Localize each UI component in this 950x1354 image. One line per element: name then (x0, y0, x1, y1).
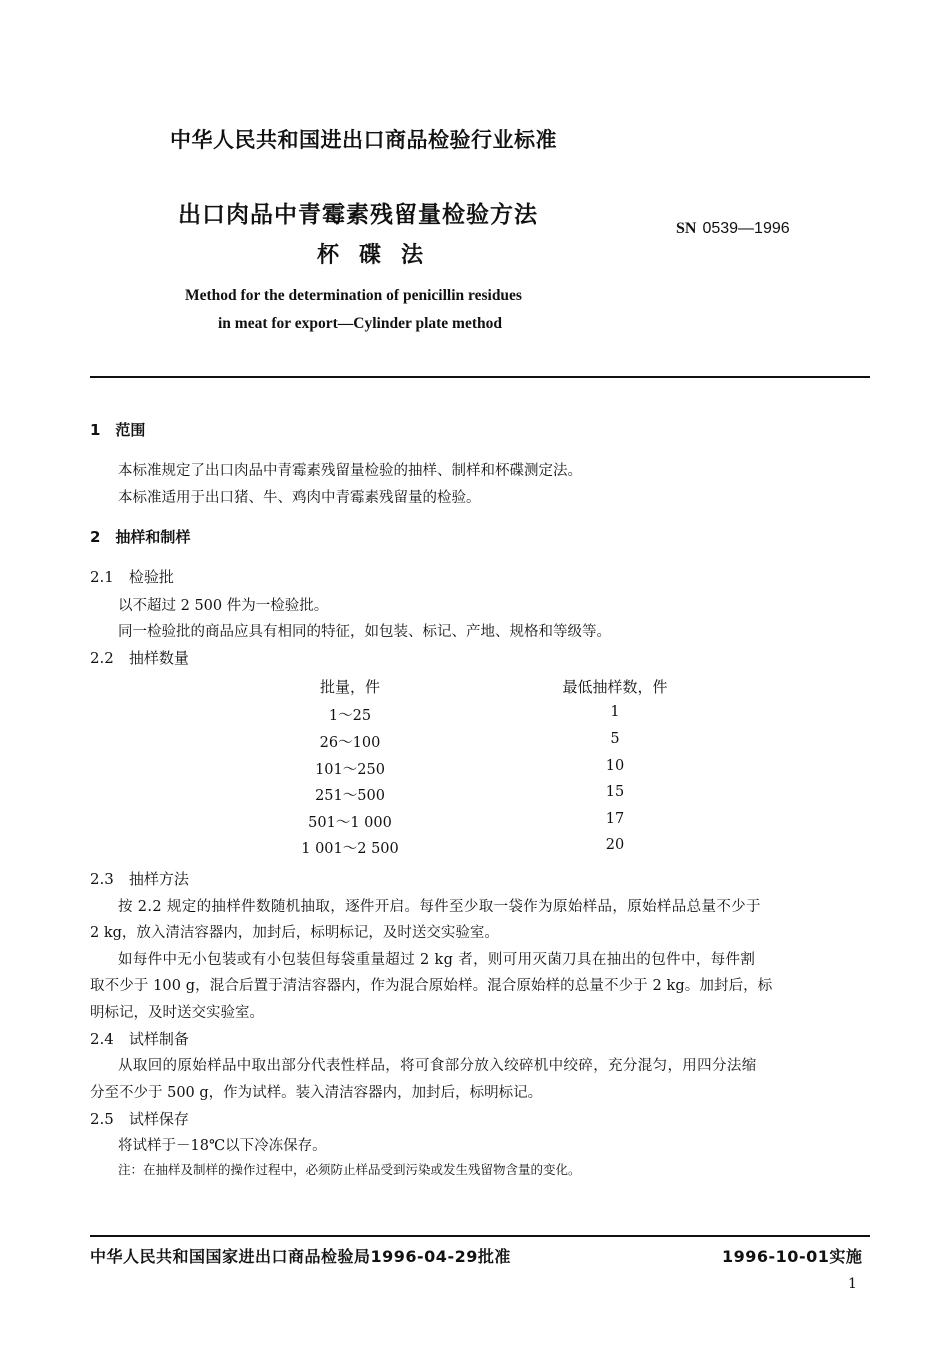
section-2-3-paragraph-1-line-1: 按 2.2 规定的抽样件数随机抽取，逐件开启。每件至少取一袋作为原始样品，原始样品总量不少于 (118, 899, 761, 915)
section-2-4-heading: 2.4 试样制备 (90, 1030, 189, 1048)
table-cell-lot-size: 501～1 000 (308, 815, 392, 831)
section-2-5-paragraph: 将试样于－18℃以下冷冻保存。 (118, 1138, 327, 1154)
effective-date: 1996-10-01实施 (722, 1247, 863, 1266)
table-cell-lot-size: 26～100 (319, 735, 381, 751)
section-2-1-paragraph-2: 同一检验批的商品应具有相同的特征，如包装、标记、产地、规格和等级等。 (118, 624, 611, 640)
page-number: 1 (848, 1276, 857, 1292)
header-divider (90, 376, 870, 378)
table-cell-min-samples: 20 (605, 837, 625, 853)
standard-category-title: 中华人民共和国进出口商品检验行业标准 (170, 128, 557, 152)
section-2-1-paragraph-1: 以不超过 2 500 件为一检验批。 (118, 598, 329, 614)
table-header-lot-size: 批量，件 (319, 678, 380, 696)
footer-divider (90, 1235, 870, 1237)
section-2-heading: 2 抽样和制样 (90, 528, 191, 546)
document-subtitle: 杯碟法 (317, 243, 444, 268)
table-cell-lot-size: 101～250 (315, 762, 385, 778)
table-cell-min-samples: 15 (605, 784, 625, 800)
note: 注：在抽样及制样的操作过程中，必须防止样品受到污染或发生残留物含量的变化。 (118, 1162, 581, 1177)
standard-code: 0539—1996 (702, 220, 790, 237)
table-cell-lot-size: 1～25 (328, 708, 372, 724)
standard-prefix: SN (676, 220, 697, 237)
table-cell-min-samples: 17 (605, 811, 625, 827)
english-title-line-1: Method for the determination of penicillin residues (185, 287, 522, 304)
section-2-4-paragraph-line-2: 分至不少于 500 g，作为试样。装入清洁容器内，加封后，标明标记。 (90, 1085, 543, 1101)
section-2-3-paragraph-1-line-2: 2 kg，放入清洁容器内，加封后，标明标记，及时送交实验室。 (90, 925, 499, 941)
approval-line: 中华人民共和国国家进出口商品检验局1996-04-29批准 (90, 1247, 511, 1266)
document-title: 出口肉品中青霉素残留量检验方法 (178, 202, 538, 228)
section-1-paragraph-2: 本标准适用于出口猪、牛、鸡肉中青霉素残留量的检验。 (118, 490, 481, 506)
table-cell-min-samples: 1 (610, 704, 620, 720)
table-header-min-samples: 最低抽样数，件 (562, 678, 668, 696)
table-cell-lot-size: 1 001～2 500 (301, 841, 399, 857)
section-2-3-paragraph-2-line-2: 取不少于 100 g，混合后置于清洁容器内，作为混合原始样。混合原始样的总量不少于 2 kg。加封后，标 (90, 978, 773, 994)
english-title-line-2: in meat for export—Cylinder plate method (218, 315, 502, 332)
section-1-paragraph-1: 本标准规定了出口肉品中青霉素残留量检验的抽样、制样和杯碟测定法。 (118, 463, 582, 479)
standard-number (676, 218, 790, 238)
section-2-5-heading: 2.5 试样保存 (90, 1110, 189, 1128)
table-cell-lot-size: 251～500 (315, 788, 385, 804)
section-1-heading: 1 范围 (90, 421, 146, 439)
section-2-1-heading: 2.1 检验批 (90, 568, 174, 586)
section-2-2-heading: 2.2 抽样数量 (90, 649, 189, 667)
table-cell-min-samples: 5 (610, 731, 620, 747)
section-2-3-paragraph-2-line-3: 明标记，及时送交实验室。 (90, 1005, 264, 1021)
table-cell-min-samples: 10 (605, 758, 625, 774)
section-2-3-paragraph-2-line-1: 如每件中无小包装或有小包装但每袋重量超过 2 kg 者，则可用灭菌刀具在抽出的包件中，每件割 (118, 952, 756, 968)
section-2-3-heading: 2.3 抽样方法 (90, 870, 189, 888)
section-2-4-paragraph-line-1: 从取回的原始样品中取出部分代表性样品，将可食部分放入绞碎机中绞碎，充分混匀，用四分法缩 (118, 1058, 757, 1074)
